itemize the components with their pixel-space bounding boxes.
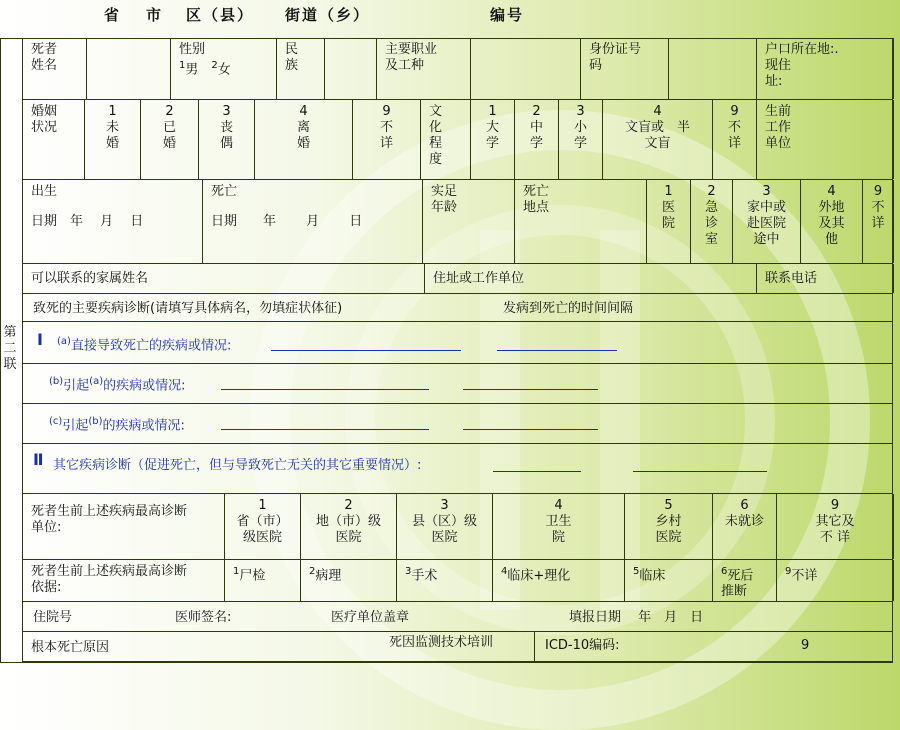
unit-opt-2[interactable]: 2 地（市）级 医院: [301, 494, 397, 559]
place-opt-1[interactable]: 1 医 院: [647, 180, 691, 263]
row-diag-basis: [22, 560, 893, 602]
unit-opt-6[interactable]: 6 未就诊: [713, 494, 777, 559]
place-opt-2[interactable]: 2 急 诊 室: [691, 180, 733, 263]
marital-opt-2[interactable]: 2 已 婚: [141, 100, 199, 179]
marital-opt-3[interactable]: 3 丧 偶: [199, 100, 255, 179]
place-opt-3[interactable]: 3 家中或 赴医院 途中: [733, 180, 801, 263]
header-district: 区（县）: [186, 6, 255, 24]
place-opt-4[interactable]: 4 外地 及其 他: [801, 180, 863, 263]
roman-two: Ⅱ: [33, 450, 44, 469]
diag-unit-label: 死者生前上述疾病最高诊断 单位:: [23, 494, 225, 559]
side-label: 第 二 联: [3, 325, 17, 372]
ethnicity-field[interactable]: [325, 38, 377, 99]
unit-opt-4[interactable]: 4 卫生 院: [493, 494, 625, 559]
edu-opt-2[interactable]: 2 中 学: [515, 100, 559, 179]
cause-a-line[interactable]: [271, 340, 461, 351]
icd-code-value[interactable]: 9: [801, 638, 810, 653]
diag-basis-label: 死者生前上述疾病最高诊断 依据:: [23, 560, 225, 601]
roman-one: Ⅰ: [37, 330, 43, 349]
cause-b-line[interactable]: [221, 379, 429, 390]
basis-opt-5[interactable]: $^5$临床: [625, 560, 713, 601]
occupation-label: 主要职业 及工种: [377, 38, 471, 99]
basis-opt-4[interactable]: $^4$临床+理化: [493, 560, 625, 601]
interval-heading: 发病到死亡的时间间隔: [503, 301, 634, 316]
training-caption: 死因监测技术培训: [389, 635, 494, 650]
header-city: 市: [146, 6, 164, 24]
row-diag-unit: [22, 494, 893, 560]
address-label[interactable]: 住址或工作单位: [425, 264, 757, 293]
basis-opt-9[interactable]: $^9$不详: [777, 560, 894, 601]
other-diagnosis-line[interactable]: [493, 461, 581, 472]
cause-c-interval-line[interactable]: [463, 419, 598, 430]
unit-opt-1[interactable]: 1 省（市） 级医院: [225, 494, 301, 559]
row-admission: [22, 602, 893, 632]
name-field[interactable]: [87, 38, 171, 99]
basis-opt-1[interactable]: $^1$尸检: [225, 560, 301, 601]
seal-label: 医疗单位盖章: [331, 610, 410, 625]
hukou-label: 户口所在地:. 现住 址:: [757, 38, 894, 99]
row-cause-a[interactable]: Ⅰ $^{(a)}$直接导致死亡的疾病或情况:: [22, 322, 893, 364]
phone-label[interactable]: 联系电话: [757, 264, 894, 293]
age-label: 实足 年龄: [423, 180, 515, 263]
header-serial: 编号: [490, 6, 525, 24]
row-other-diagnosis[interactable]: Ⅱ 其它疾病诊断（促进死亡，但与导致死亡无关的其它重要情况）:: [22, 444, 893, 494]
marital-opt-9[interactable]: 9 不 详: [353, 100, 421, 179]
id-label: 身份证号 码: [581, 38, 669, 99]
unit-opt-5[interactable]: 5 乡村 医院: [625, 494, 713, 559]
marital-label: 婚姻 状况: [23, 100, 85, 179]
occupation-field[interactable]: [471, 38, 581, 99]
basis-opt-3[interactable]: $^3$手术: [397, 560, 493, 601]
cause-a-interval-line[interactable]: [497, 340, 617, 351]
row-root-cause: [22, 632, 893, 662]
edu-opt-3[interactable]: 3 小 学: [559, 100, 603, 179]
place-label: 死亡 地点: [515, 180, 647, 263]
cause-c-line[interactable]: [221, 419, 429, 430]
place-opt-9[interactable]: 9 不 详: [863, 180, 894, 263]
basis-opt-2[interactable]: $^2$病理: [301, 560, 397, 601]
basis-opt-6[interactable]: $^6$死后 推断: [713, 560, 777, 601]
unit-opt-9[interactable]: 9 其它及 不 详: [777, 494, 894, 559]
report-date-label[interactable]: 填报日期 年 月 日: [569, 610, 704, 625]
icd-code-label: ICD-10编码:: [545, 638, 620, 653]
id-field[interactable]: [669, 38, 757, 99]
family-name-label[interactable]: 可以联系的家属姓名: [23, 264, 425, 293]
row-cause-c[interactable]: $^{(c)}$引起$^{(b)}$的疾病或情况:: [22, 404, 893, 444]
diagnosis-heading: 致死的主要疾病诊断(请填写具体病名，勿填症状体征): [33, 301, 343, 316]
row-marital-education: [22, 100, 893, 180]
other-interval-line[interactable]: [633, 461, 767, 472]
row-birth-death: [22, 180, 893, 264]
marital-opt-1[interactable]: 1 未 婚: [85, 100, 141, 179]
birth-cell[interactable]: 出生 日期 年 月 日: [23, 180, 203, 263]
row-personal: [22, 38, 893, 100]
edu-opt-9[interactable]: 9 不 详: [713, 100, 757, 179]
row-diagnosis-header: [22, 294, 893, 322]
education-label: 文 化 程 度: [421, 100, 471, 179]
gender-cell[interactable]: 性别 $^1$男 $^2$女: [171, 38, 277, 99]
doctor-signature-label[interactable]: 医师签名:: [175, 610, 232, 625]
root-cause-label[interactable]: 根本死亡原因: [23, 632, 535, 661]
cause-b-interval-line[interactable]: [463, 379, 598, 390]
name-label: 死者 姓名: [23, 38, 87, 99]
unit-opt-3[interactable]: 3 县（区）级 医院: [397, 494, 493, 559]
edu-opt-4[interactable]: 4 文盲或 半 文盲: [603, 100, 713, 179]
row-family: [22, 264, 893, 294]
death-cell[interactable]: 死亡 日期 年 月 日: [203, 180, 423, 263]
marital-opt-4[interactable]: 4 离 婚: [255, 100, 353, 179]
admission-label[interactable]: 住院号: [33, 610, 73, 625]
work-unit-label: 生前 工作 单位: [757, 100, 894, 179]
header-province: 省: [104, 6, 122, 24]
ethnicity-label: 民 族: [277, 38, 325, 99]
row-cause-b[interactable]: $^{(b)}$引起$^{(a)}$的疾病或情况:: [22, 364, 893, 404]
edu-opt-1[interactable]: 1 大 学: [471, 100, 515, 179]
header-street: 街道（乡）: [285, 6, 371, 24]
